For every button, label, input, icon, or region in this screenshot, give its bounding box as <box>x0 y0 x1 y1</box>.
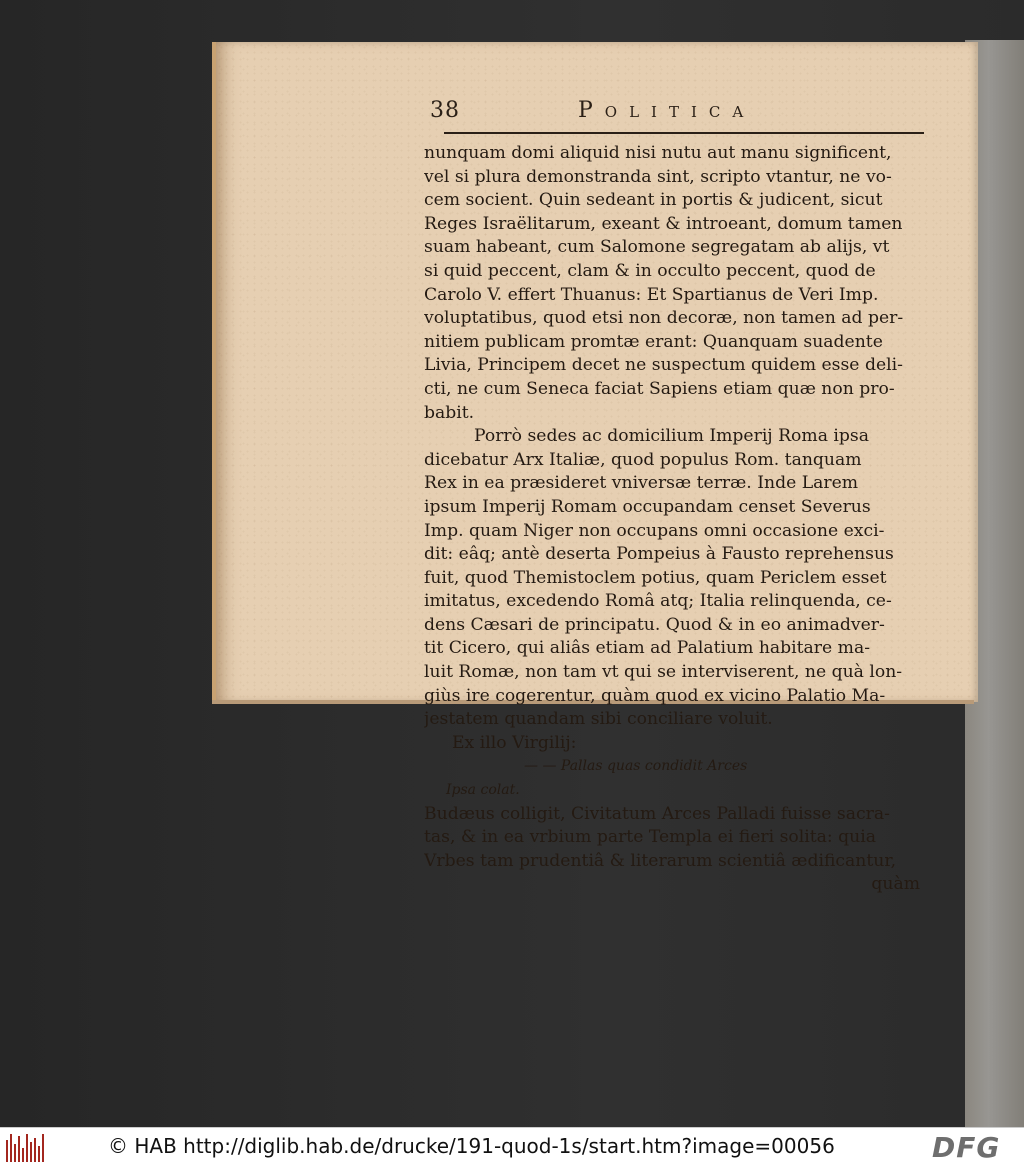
verse-intro: Ex illo Virgilij: <box>452 732 577 753</box>
text-line: giùs ire cogerentur, quàm quod ex vicino Palatio Ma- <box>424 685 886 706</box>
text-line: imitatus, excedendo Româ atq; Italia relinquenda, ce- <box>424 591 892 612</box>
text-line: luit Romæ, non tam vt qui se interviserent, ne quà lon- <box>424 662 903 683</box>
text-line: vel si plura demonstranda sint, scripto vtantur, ne vo- <box>424 166 892 187</box>
verse-line: — — Pallas quas condidit Arces <box>524 758 748 775</box>
text-line: Imp. quam Niger non occupans omni occasione exci- <box>424 520 885 541</box>
text-line: babit. <box>424 402 475 423</box>
text-line: Porrò sedes ac domicilium Imperij Roma ipsa <box>474 426 869 447</box>
footer-bar <box>0 1127 1024 1168</box>
text-line: cti, ne cum Seneca faciat Sapiens etiam quæ non pro- <box>424 378 895 399</box>
text-line: fuit, quod Themistoclem potius, quam Periclem esset <box>424 567 887 588</box>
text-line: Reges Israëlitarum, exeant & introeant, domum tamen <box>424 213 903 234</box>
running-head-title: Politica <box>578 98 756 123</box>
text-line: Budæus colligit, Civitatum Arces Palladi fuisse sacra- <box>424 803 890 824</box>
text-line: suam habeant, cum Salomone segregatam ab alijs, vt <box>424 237 890 258</box>
text-line: tas, & in ea vrbium parte Templa ei fieri solita: quia <box>424 827 876 848</box>
text-line: nunquam domi aliquid nisi nutu aut manu significent, <box>424 143 892 163</box>
catchword: quàm <box>871 874 920 895</box>
text-line: ipsum Imperij Romam occupandam censet Severus <box>424 496 871 517</box>
text-line: dens Cæsari de principatu. Quod & in eo animadver- <box>424 614 885 635</box>
running-head <box>430 98 920 132</box>
footer-attribution-link[interactable]: © HAB http://diglib.hab.de/drucke/191-quod-1s/start.htm?image=00056 <box>108 1134 835 1158</box>
verse-line: Ipsa colat. <box>446 782 520 799</box>
text-line: cem socient. Quin sedeant in portis & judicent, sicut <box>424 190 883 211</box>
text-line: dicebatur Arx Italiæ, quod populus Rom. tanquam <box>424 449 862 470</box>
text-line: Vrbes tam prudentiâ & literarum scientiâ ædificantur, <box>424 850 897 871</box>
text-line: Rex in ea præsideret vniversæ terræ. Inde Larem <box>424 473 859 494</box>
text-line: tit Cicero, qui aliâs etiam ad Palatium habitare ma- <box>424 638 871 659</box>
text-line: Carolo V. effert Thuanus: Et Spartianus de Veri Imp. <box>424 284 879 305</box>
text-line: nitiem publicam promtæ erant: Quanquam suadente <box>424 331 883 352</box>
hab-logo-icon <box>6 1134 46 1162</box>
page-number: 38 <box>430 98 460 123</box>
text-line: jestatem quandam sibi conciliare voluit. <box>424 709 773 730</box>
text-line: voluptatibus, quod etsi non decoræ, non tamen ad per- <box>424 308 904 329</box>
body-text <box>424 142 924 897</box>
text-line: si quid peccent, clam & in occulto peccent, quod de <box>424 260 876 281</box>
head-rule <box>444 132 924 134</box>
text-line: Livia, Principem decet ne suspectum quidem esse deli- <box>424 355 903 376</box>
dfg-logo: DFG <box>932 1131 1001 1164</box>
text-line: dit: eâq; antè deserta Pompeius à Fausto reprehensus <box>424 544 894 565</box>
